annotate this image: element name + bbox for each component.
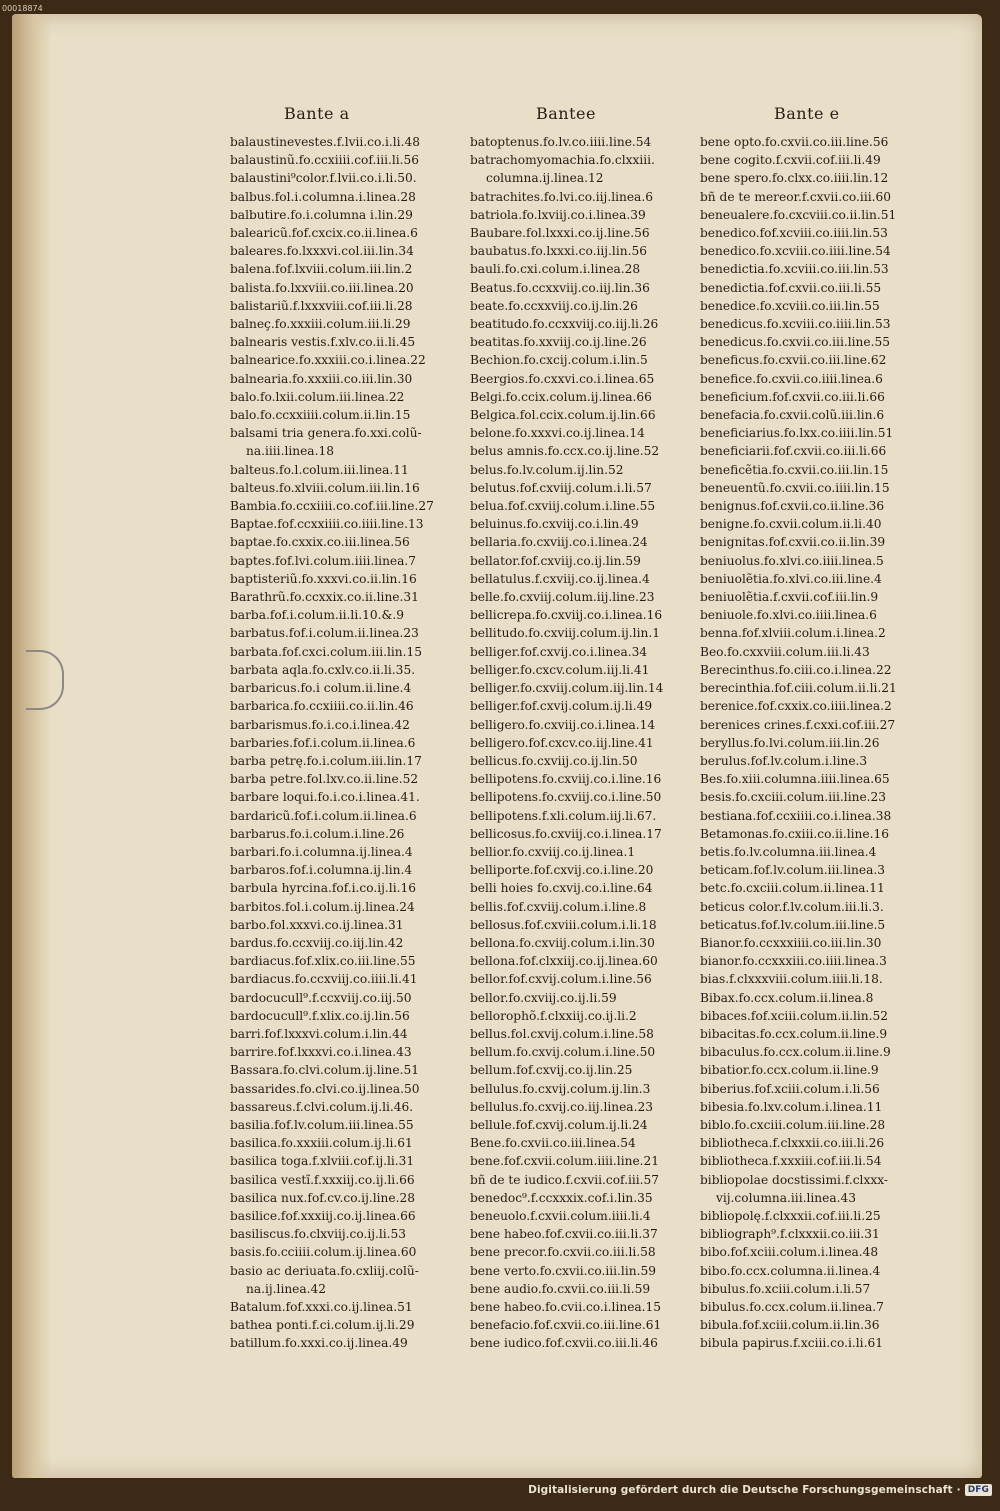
- index-entry: balistariũ.f.lxxxviii.cof.iii.li.28: [230, 298, 413, 313]
- index-entry: batillum.fo.xxxi.co.ij.linea.49: [230, 1336, 408, 1351]
- index-entry: belligero.fo.cxviij.co.i.linea.14: [470, 717, 656, 732]
- index-entry: barbo.fol.xxxvi.co.ij.linea.31: [230, 917, 404, 932]
- index-entry: Beatus.fo.ccxxviij.co.iij.lin.36: [470, 280, 650, 295]
- index-entry: bene audio.fo.cxvii.co.iii.li.59: [470, 1281, 651, 1296]
- index-entry: baubatus.fo.lxxxi.co.iij.lin.56: [470, 244, 647, 259]
- index-entry: beryllus.fo.lvi.colum.iii.lin.26: [700, 735, 880, 750]
- index-entry: bibula.fof.xciii.colum.ii.lin.36: [700, 1318, 880, 1333]
- column-header-3: Bante e: [774, 104, 840, 123]
- index-entry: benignitas.fof.cxvii.co.ii.lin.39: [700, 535, 886, 550]
- index-entry: balearicũ.fof.cxcix.co.ii.linea.6: [230, 226, 418, 241]
- index-entry: barbarica.fo.ccxiiii.co.ii.lin.46: [230, 699, 414, 714]
- index-entry: benigne.fo.cxvii.colum.ii.li.40: [700, 517, 882, 532]
- index-entry: beatitas.fo.xxviij.co.ij.line.26: [470, 335, 647, 350]
- index-entry: bestiana.fof.ccxiiii.co.i.linea.38: [700, 808, 892, 823]
- page-binding-edge: [12, 14, 52, 1478]
- index-entry: beniuole.fo.xlvi.co.iiii.linea.6: [700, 608, 877, 623]
- index-entry: bardocucull⁹.f.xlix.co.ij.lin.56: [230, 1008, 410, 1023]
- index-entry: beniuolẽtia.fo.xlvi.co.iii.line.4: [700, 571, 882, 586]
- index-entry: bibo.fof.xciii.colum.i.linea.48: [700, 1245, 879, 1260]
- index-entry: benedictia.fo.xcviii.co.iii.lin.53: [700, 262, 889, 277]
- index-entry: barbaries.fof.i.colum.ii.linea.6: [230, 735, 416, 750]
- index-entry: bene verto.fo.cxvii.co.iii.lin.59: [470, 1263, 656, 1278]
- index-entry: bibesia.fo.lxv.colum.i.linea.11: [700, 1099, 883, 1114]
- index-entry: bene.fof.cxvii.colum.iiii.line.21: [470, 1154, 660, 1169]
- index-column-1: [230, 133, 480, 1353]
- footer-credit: Digitalisierung gefördert durch die Deutsche Forschungsgemeinschaft · DFG: [528, 1484, 992, 1496]
- index-entry: bellior.fo.cxviij.co.ij.linea.1: [470, 844, 636, 859]
- index-entry: barbaricus.fo.i colum.ii.line.4: [230, 681, 412, 696]
- index-entry: bñ de te iudico.f.cxvii.cof.iii.57: [470, 1172, 660, 1187]
- index-entry: bellaria.fo.cxviij.co.i.linea.24: [470, 535, 648, 550]
- index-entry: Bes.fo.xiii.columna.iiii.linea.65: [700, 772, 890, 787]
- index-entry: benefacio.fof.cxvii.co.iii.line.61: [470, 1318, 662, 1333]
- index-entry: beneuolo.f.cxvii.colum.iiii.li.4: [470, 1208, 651, 1223]
- index-entry: Baptae.fof.ccxxiiii.co.iiii.line.13: [230, 517, 424, 532]
- index-entry: berulus.fof.lv.colum.i.line.3: [700, 753, 868, 768]
- index-entry: bñ de te mereor.f.cxvii.co.iii.60: [700, 189, 892, 204]
- page-clip: [26, 650, 64, 710]
- index-entry: bellor.fof.cxvij.colum.i.line.56: [470, 972, 652, 987]
- index-entry: beneficẽtia.fo.cxvii.co.iii.lin.15: [700, 462, 889, 477]
- index-entry: bellona.fo.cxviij.colum.i.lin.30: [470, 935, 655, 950]
- index-entry: balista.fo.lxxviii.co.iii.linea.20: [230, 280, 414, 295]
- index-entry: balena.fof.lxviii.colum.iii.lin.2: [230, 262, 413, 277]
- index-entry: belligero.fof.cxcv.co.iij.line.41: [470, 735, 654, 750]
- index-entry: barbitos.fol.i.colum.ij.linea.24: [230, 899, 415, 914]
- index-entry: balo.fo.ccxxiiii.colum.ii.lin.15: [230, 408, 411, 423]
- index-entry: belliporte.fof.cxvij.co.i.line.20: [470, 863, 654, 878]
- index-entry: beneuentũ.fo.cxvii.co.iiii.lin.15: [700, 480, 890, 495]
- index-entry: barbarismus.fo.i.co.i.linea.42: [230, 717, 410, 732]
- index-entry: beticus color.f.lv.colum.iii.li.3.: [700, 899, 884, 914]
- index-entry: bauli.fo.cxi.colum.i.linea.28: [470, 262, 641, 277]
- index-entry: bibliotheca.f.clxxxii.co.iii.li.26: [700, 1136, 885, 1151]
- index-entry: belliger.fo.cxviij.colum.iij.lin.14: [470, 681, 664, 696]
- index-entry: benefacia.fo.cxvii.colũ.iii.lin.6: [700, 408, 885, 423]
- index-entry: bellicus.fo.cxviij.co.ij.lin.50: [470, 753, 638, 768]
- index-entry: berecinthia.fof.ciii.colum.ii.li.21: [700, 681, 897, 696]
- index-entry: vij.columna.iii.linea.43: [716, 1190, 856, 1205]
- index-entry: basilica.fo.xxxiii.colum.ij.li.61: [230, 1136, 413, 1151]
- index-entry: batrachites.fo.lvi.co.iij.linea.6: [470, 189, 653, 204]
- index-entry: Beo.fo.cxxviii.colum.iii.li.43: [700, 644, 870, 659]
- index-entry: barbatus.fof.i.colum.ii.linea.23: [230, 626, 419, 641]
- index-entry: beniuolus.fo.xlvi.co.iiii.linea.5: [700, 553, 884, 568]
- index-entry: belliger.fo.cxcv.colum.iij.li.41: [470, 662, 650, 677]
- index-entry: bibulus.fo.ccx.colum.ii.linea.7: [700, 1300, 884, 1314]
- index-entry: bassareus.f.clvi.colum.ij.li.46.: [230, 1099, 414, 1114]
- index-entry: bellipotens.fo.cxviij.co.i.line.50: [470, 790, 662, 805]
- index-entry: bellum.fo.cxvij.colum.i.line.50: [470, 1045, 656, 1060]
- index-entry: bibatior.fo.ccx.colum.ii.line.9: [700, 1063, 879, 1078]
- index-entry: na.iiii.linea.18: [246, 444, 334, 459]
- index-entry: bibliopolae docstissimi.f.clxxx-: [700, 1172, 888, 1187]
- index-entry: belus.fo.lv.colum.ij.lin.52: [470, 462, 624, 477]
- scan-id: 00018874: [2, 4, 43, 13]
- index-entry: bellicosus.fo.cxviij.co.i.linea.17: [470, 826, 662, 841]
- index-entry: beniuolẽtia.f.cxvii.cof.iii.lin.9: [700, 590, 879, 605]
- index-entry: benedico.fof.xcviii.co.iiii.lin.53: [700, 226, 888, 241]
- index-entry: batoptenus.fo.lv.co.iiii.line.54: [470, 135, 652, 149]
- index-entry: basilice.fof.xxxiij.co.ij.linea.66: [230, 1208, 416, 1223]
- index-entry: columna.ij.linea.12: [486, 171, 604, 186]
- index-entry: barbare loqui.fo.i.co.i.linea.41.: [230, 790, 420, 805]
- index-entry: bene habeo.fof.cxvii.co.iii.li.37: [470, 1227, 658, 1242]
- index-entry: balaustini⁹color.f.lvii.co.i.li.50.: [230, 171, 417, 186]
- index-entry: bellum.fof.cxvij.co.ij.lin.25: [470, 1063, 633, 1078]
- index-column-3: [700, 133, 945, 1353]
- index-entry: barbula hyrcina.fof.i.co.ij.li.16: [230, 881, 416, 896]
- index-entry: Bambia.fo.ccxiiii.co.cof.iii.line.27: [230, 499, 434, 514]
- index-entry: bellule.fof.cxvij.colum.ij.li.24: [470, 1117, 648, 1132]
- index-entry: bellorophõ.f.clxxiij.co.ij.li.2: [470, 1008, 637, 1023]
- index-entry: bardiacus.fo.ccxviij.co.iiii.li.41: [230, 972, 418, 987]
- book-page: [12, 14, 982, 1478]
- index-entry: betis.fo.lv.columna.iii.linea.4: [700, 844, 877, 859]
- index-entry: bibliograph⁹.f.clxxxii.co.iii.31: [700, 1227, 880, 1242]
- index-entry: Baubare.fol.lxxxi.co.ij.line.56: [470, 226, 650, 241]
- index-entry: belua.fof.cxviij.colum.i.line.55: [470, 499, 656, 514]
- index-entry: baptes.fof.lvi.colum.iiii.linea.7: [230, 553, 417, 568]
- index-entry: barri.fof.lxxxvi.colum.i.lin.44: [230, 1026, 408, 1041]
- index-entry: beneficiarii.fof.cxvii.co.iii.li.66: [700, 444, 887, 459]
- index-entry: bellulus.fo.cxvij.co.iij.linea.23: [470, 1099, 653, 1114]
- index-entry: benedoc⁹.f.ccxxxix.cof.i.lin.35: [470, 1190, 653, 1205]
- index-entry: bene opto.fo.cxvii.co.iii.line.56: [700, 135, 889, 149]
- index-entry: Bene.fo.cxvii.co.iii.linea.54: [470, 1136, 636, 1151]
- index-entry: beneficus.fo.cxvii.co.iii.line.62: [700, 353, 887, 368]
- index-entry: belutus.fof.cxviij.colum.i.li.57: [470, 480, 652, 495]
- index-entry: barbari.fo.i.columna.ij.linea.4: [230, 844, 413, 859]
- index-entry: balneç.fo.xxxiii.colum.iii.li.29: [230, 317, 411, 332]
- index-entry: basis.fo.cciiii.colum.ij.linea.60: [230, 1245, 417, 1260]
- index-entry: batriola.fo.lxviij.co.i.linea.39: [470, 207, 646, 222]
- index-entry: balteus.fo.xlviii.colum.iii.lin.16: [230, 480, 420, 495]
- index-entry: baptisteriũ.fo.xxxvi.co.ii.lin.16: [230, 571, 417, 586]
- index-entry: barbarus.fo.i.colum.i.line.26: [230, 826, 405, 841]
- index-entry: bellicrepa.fo.cxviij.co.i.linea.16: [470, 608, 663, 623]
- index-entry: bene spero.fo.clxx.co.iiii.lin.12: [700, 171, 889, 186]
- index-entry: bellitudo.fo.cxviij.colum.ij.lin.1: [470, 626, 660, 641]
- index-entry: bellosus.fof.cxviii.colum.i.li.18: [470, 917, 657, 932]
- index-entry: besis.fo.cxciii.colum.iii.line.23: [700, 790, 887, 805]
- index-entry: bellipotens.fo.cxviij.co.i.line.16: [470, 772, 662, 787]
- index-entry: bias.f.clxxxviii.colum.iiii.li.18.: [700, 972, 883, 987]
- index-entry: biblo.fo.cxciii.colum.iii.line.28: [700, 1117, 886, 1132]
- index-entry: basilica vestĩ.f.xxxiij.co.ij.li.66: [230, 1172, 415, 1187]
- index-entry: balaustinevestes.f.lvii.co.i.li.48: [230, 135, 420, 149]
- index-entry: beneficium.fof.cxvii.co.iii.li.66: [700, 389, 885, 404]
- index-entry: belus amnis.fo.ccx.co.ij.line.52: [470, 444, 660, 459]
- index-entry: bibaculus.fo.ccx.colum.ii.line.9: [700, 1045, 891, 1060]
- index-entry: Belgica.fol.ccix.colum.ij.lin.66: [470, 408, 656, 423]
- index-entry: Beergios.fo.cxxvi.co.i.linea.65: [470, 371, 655, 386]
- index-entry: bibaces.fof.xciii.colum.ii.lin.52: [700, 1008, 889, 1023]
- index-entry: biberius.fof.xciii.colum.i.li.56: [700, 1081, 880, 1096]
- index-entry: Berecinthus.fo.ciii.co.i.linea.22: [700, 662, 892, 677]
- index-entry: barbata.fof.cxci.colum.iii.lin.15: [230, 644, 423, 659]
- index-entry: balo.fo.lxii.colum.iii.linea.22: [230, 389, 405, 404]
- index-entry: basio ac deriuata.fo.cxliij.colũ-: [230, 1263, 419, 1278]
- column-header-1: Bante a: [284, 104, 350, 123]
- index-entry: beticatus.fof.lv.colum.iii.line.5: [700, 917, 886, 932]
- index-entry: bellulus.fo.cxvij.colum.ij.lin.3: [470, 1081, 651, 1096]
- index-entry: bardocucull⁹.f.ccxviij.co.iij.50: [230, 990, 412, 1005]
- index-entry: belliger.fof.cxvij.colum.ij.li.49: [470, 699, 653, 714]
- index-entry: benedicus.fo.xcviii.co.iiii.lin.53: [700, 317, 891, 332]
- index-entry: bellus.fol.cxvij.colum.i.line.58: [470, 1026, 654, 1041]
- index-entry: belli hoies fo.cxvij.co.i.line.64: [470, 881, 653, 896]
- index-entry: basilica toga.f.xlviii.cof.ij.li.31: [230, 1154, 415, 1169]
- index-entry: beticam.fof.lv.colum.iii.linea.3: [700, 863, 886, 878]
- index-entry: balnearia.fo.xxxiii.co.iii.lin.30: [230, 371, 413, 386]
- index-entry: benedico.fo.xcviii.co.iiii.line.54: [700, 244, 891, 259]
- index-entry: bibacitas.fo.ccx.colum.ii.line.9: [700, 1026, 888, 1041]
- index-entry: bathea ponti.f.ci.colum.ij.li.29: [230, 1318, 415, 1333]
- index-entry: bassarides.fo.clvi.co.ij.linea.50: [230, 1081, 420, 1096]
- index-entry: bene cogito.f.cxvii.cof.iii.li.49: [700, 153, 881, 168]
- index-entry: basilica nux.fof.cv.co.ij.line.28: [230, 1190, 415, 1205]
- column-header-2: Bantee: [536, 104, 596, 123]
- index-entry: bellator.fof.cxviij.co.ij.lin.59: [470, 553, 641, 568]
- index-entry: Batalum.fof.xxxi.co.ij.linea.51: [230, 1300, 413, 1314]
- index-entry: Barathrũ.fo.ccxxix.co.ii.line.31: [230, 590, 419, 605]
- index-entry: betc.fo.cxciii.colum.ii.linea.11: [700, 881, 885, 896]
- index-entry: belle.fo.cxviij.colum.iij.line.23: [470, 590, 655, 605]
- index-entry: beatitudo.fo.ccxxviij.co.iij.li.26: [470, 317, 659, 332]
- index-entry: balbus.fol.i.columna.i.linea.28: [230, 189, 416, 204]
- index-entry: benedice.fo.xcviii.co.iii.lin.55: [700, 298, 880, 313]
- index-entry: Betamonas.fo.cxiii.co.ii.line.16: [700, 826, 889, 841]
- index-entry: barba petre.fol.lxv.co.ii.line.52: [230, 772, 419, 787]
- index-entry: bibo.fo.ccx.columna.ii.linea.4: [700, 1263, 881, 1278]
- index-entry: barbaros.fof.i.columna.ij.lin.4: [230, 863, 413, 878]
- index-entry: bianor.fo.ccxxxiii.co.iiii.linea.3: [700, 954, 887, 969]
- index-entry: benedicus.fo.cxvii.co.iii.line.55: [700, 335, 890, 350]
- index-entry: bellipotens.f.xli.colum.iij.li.67.: [470, 808, 657, 823]
- index-entry: barbata aqla.fo.cxlv.co.ii.li.35.: [230, 662, 416, 677]
- index-entry: benna.fof.xlviii.colum.i.linea.2: [700, 626, 886, 641]
- index-entry: bibula papirus.f.xciii.co.i.li.61: [700, 1336, 883, 1351]
- index-entry: na.ij.linea.42: [246, 1281, 327, 1296]
- index-entry: belone.fo.xxxvi.co.ij.linea.14: [470, 426, 645, 441]
- index-entry: balaustinũ.fo.ccxiiii.cof.iii.li.56: [230, 153, 420, 168]
- index-entry: basiliscus.fo.clxviij.co.ij.li.53: [230, 1227, 407, 1242]
- index-entry: bibulus.fo.xciii.colum.i.li.57: [700, 1281, 871, 1296]
- index-entry: balnearis vestis.f.xlv.co.ii.li.45: [230, 335, 416, 350]
- footer-text: Digitalisierung gefördert durch die Deutsche Forschungsgemeinschaft: [528, 1484, 953, 1496]
- index-entry: barba petrę.fo.i.colum.iii.lin.17: [230, 753, 422, 768]
- index-entry: Bechion.fo.cxcij.colum.i.lin.5: [470, 353, 648, 368]
- index-entry: beluinus.fo.cxviij.co.i.lin.49: [470, 517, 639, 532]
- index-entry: Bassara.fo.clvi.colum.ij.line.51: [230, 1063, 419, 1078]
- index-entry: bibliotheca.f.xxxiii.cof.iii.li.54: [700, 1154, 882, 1169]
- index-entry: batrachomyomachia.fo.clxxiii.: [470, 153, 655, 168]
- index-entry: bellona.fof.clxxiij.co.ij.linea.60: [470, 954, 658, 969]
- index-entry: bardiacus.fof.xlix.co.iii.line.55: [230, 954, 416, 969]
- index-entry: Belgi.fo.ccix.colum.ij.linea.66: [470, 389, 652, 404]
- index-entry: bibliopolę.f.clxxxii.cof.iii.li.25: [700, 1208, 881, 1223]
- index-entry: balteus.fo.l.colum.iii.linea.11: [230, 462, 409, 477]
- index-entry: barba.fof.i.colum.ii.li.10.&.9: [230, 608, 404, 623]
- index-column-2: [470, 133, 710, 1353]
- index-entry: baleares.fo.lxxxvi.col.iii.lin.34: [230, 244, 414, 259]
- index-entry: basilia.fof.lv.colum.iii.linea.55: [230, 1117, 414, 1132]
- index-entry: barrire.fof.lxxxvi.co.i.linea.43: [230, 1045, 412, 1060]
- index-entry: bellor.fo.cxviij.co.ij.li.59: [470, 990, 617, 1005]
- index-entry: berenices crines.f.cxxi.cof.iii.27: [700, 717, 896, 732]
- index-entry: bellis.fof.cxviij.colum.i.line.8: [470, 899, 647, 914]
- index-entry: beneualere.fo.cxcviii.co.ii.lin.51: [700, 207, 897, 222]
- index-entry: benedictia.fof.cxvii.co.iii.li.55: [700, 280, 882, 295]
- index-entry: berenice.fof.cxxix.co.iiii.linea.2: [700, 699, 892, 714]
- index-entry: bene habeo.fo.cvii.co.i.linea.15: [470, 1300, 662, 1314]
- index-entry: baptae.fo.cxxix.co.iii.linea.56: [230, 535, 410, 550]
- index-entry: benignus.fof.cxvii.co.ii.line.36: [700, 499, 885, 514]
- index-entry: bellatulus.f.cxviij.co.ij.linea.4: [470, 571, 650, 586]
- index-entry: beneficiarius.fo.lxx.co.iiii.lin.51: [700, 426, 894, 441]
- index-entry: balnearice.fo.xxxiii.co.i.linea.22: [230, 353, 426, 368]
- index-entry: bardus.fo.ccxviij.co.iij.lin.42: [230, 935, 404, 950]
- index-entry: balsami tria genera.fo.xxi.colũ-: [230, 426, 422, 441]
- index-entry: belliger.fof.cxvij.co.i.linea.34: [470, 644, 648, 659]
- index-entry: balbutire.fo.i.columna i.lin.29: [230, 207, 413, 222]
- index-entry: Bianor.fo.ccxxxiiii.co.iii.lin.30: [700, 935, 882, 950]
- index-entry: bene precor.fo.cxvii.co.iii.li.58: [470, 1245, 656, 1260]
- dfg-logo: DFG: [965, 1484, 992, 1496]
- index-entry: bene iudico.fof.cxvii.co.iii.li.46: [470, 1336, 658, 1351]
- index-entry: Bibax.fo.ccx.colum.ii.linea.8: [700, 990, 874, 1005]
- index-entry: bardaricũ.fof.i.colum.ii.linea.6: [230, 808, 417, 823]
- index-entry: beate.fo.ccxxviij.co.ij.lin.26: [470, 298, 638, 313]
- index-entry: benefice.fo.cxvii.co.iiii.linea.6: [700, 371, 883, 386]
